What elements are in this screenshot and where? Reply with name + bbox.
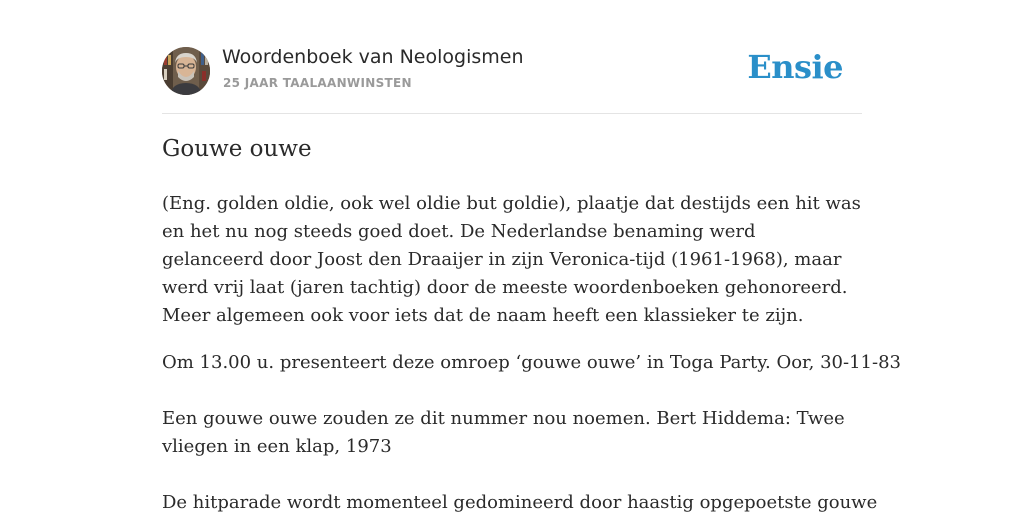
author-avatar[interactable] bbox=[162, 47, 210, 95]
citation-quote: Een gouwe ouwe zouden ze dit nummer nou noemen. Bert Hiddema: Twee vliegen in een klap, 1973 bbox=[162, 408, 845, 457]
page bbox=[162, 0, 901, 512]
ensie-logo-link[interactable]: Ensie bbox=[747, 48, 843, 86]
site-header bbox=[162, 0, 862, 114]
entry-title: Gouwe ouwe bbox=[162, 136, 312, 162]
site-subtitle: 25 JAAR TAALAANWINSTEN bbox=[223, 76, 412, 90]
citation-quote: Om 13.00 u. presenteert deze omroep ‘gouwe ouwe’ in Toga Party. Oor, 30-11-83 bbox=[162, 352, 901, 373]
site-title[interactable]: Woordenboek van Neologismen bbox=[222, 46, 524, 68]
avatar-portrait-image bbox=[162, 47, 210, 95]
citation-quote: De hitparade wordt momenteel gedomineerd door haastig opgepoetste gouwe bbox=[162, 492, 878, 512]
entry-definition: (Eng. golden oldie, ook wel oldie but goldie), plaatje dat destijds een hit was en het nu nog steeds goed doet. De Nederlandse benaming werd gelanceerd door Joost den Draaijer in zijn Veronica-tijd (1961-1968), maar werd vrij laat (jaren tachtig) door de meeste woordenboeken gehonoreerd. Meer algemeen ook voor iets dat de naam heeft een klassieker te zijn. bbox=[162, 193, 861, 326]
